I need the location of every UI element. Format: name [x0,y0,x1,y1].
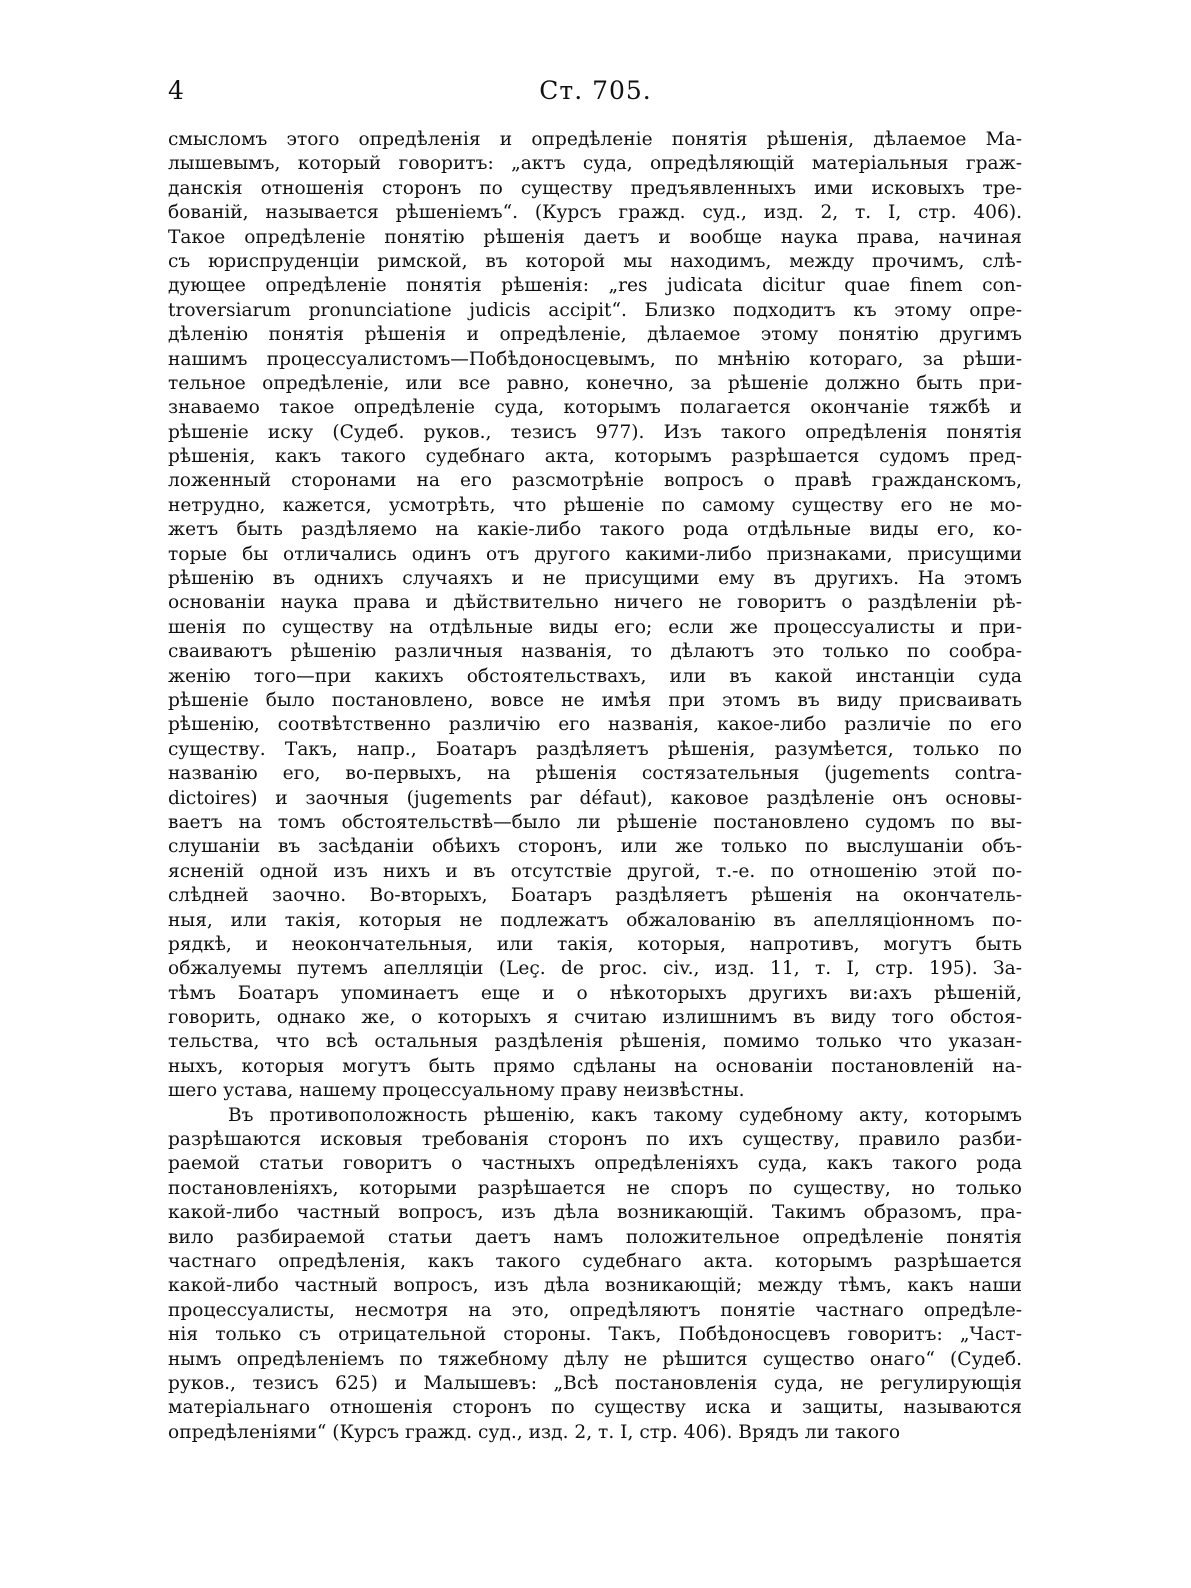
text-line: опредѣленіями“ (Курсъ гражд. суд., изд. 2, т. I, стр. 406). Врядъ ли такого [168,1421,901,1443]
text-line: постановленіяхъ, которыми разрѣшается не споръ по существу, но только [168,1177,1022,1199]
text-line: ваетъ на томъ обстоятельствѣ—было ли рѣшеніе постановлено судомъ по вы- [168,811,1022,833]
text-line: лышевымъ, который говоритъ: „актъ суда, опредѣляющій матеріальныя граж- [168,153,1022,175]
text-line: dictoires) и заочныя (jugements par défaut), каковое раздѣленіе онъ основы- [168,787,1022,809]
text-line: раемой статьи говоритъ о частныхъ опредѣленіяхъ суда, какъ такого рода [168,1153,1022,1175]
text-line: смысломъ этого опредѣленія и опредѣленіе понятія рѣшенія, дѣлаемое Ма- [168,129,1022,150]
text-line: рядкѣ, и неокончательныя, или такія, которыя, напротивъ, могутъ быть [168,933,1022,955]
body-text [168,128,1022,1445]
text-line: дѣленію понятія рѣшенія и опредѣленіе, дѣлаемое этому понятію другимъ [168,324,1022,346]
text-line: ныхъ, которыя могутъ быть прямо сдѣланы на основаніи постановленій на- [168,1055,1022,1077]
text-line: шего устава, нашему процессуальному праву неизвѣстны. [168,1080,745,1102]
text-line: тѣмъ Боатаръ упоминаетъ еще и о нѣкоторыхъ другихъ ви:ахъ рѣшеній, [168,982,1022,1004]
text-line: бованій, называется рѣшеніемъ“. (Курсъ гражд. суд., изд. 2, т. I, стр. 406). [168,202,1022,224]
text-line: рѣшенію въ однихъ случаяхъ и не присущими ему въ другихъ. На этомъ [168,568,1022,590]
text-line: дующее опредѣленіе понятія рѣшенія: „res judicata dicitur quae finem con- [168,275,1022,297]
text-line: руков., тезисъ 625) и Малышевъ: „Всѣ постановленія суда, не регулирующія [168,1372,1022,1394]
text-line: ложенный сторонами на его разсмотрѣніе вопросъ о правѣ гражданскомъ, [168,470,1022,492]
text-line: данскія отношенія сторонъ по существу предъявленныхъ ими исковыхъ тре- [168,177,1022,199]
text-line: тельное опредѣленіе, или все равно, конечно, за рѣшеніе должно быть при- [168,372,1022,394]
text-line: тельства, что всѣ остальныя раздѣленія рѣшенія, помимо только что указан- [168,1031,1022,1053]
text-line: знаваемо такое опредѣленіе суда, которымъ полагается окончаніе тяжбѣ и [168,397,1022,419]
text-line: основаніи наука права и дѣйствительно ничего не говоритъ о раздѣленіи рѣ- [168,592,1022,614]
text-line: нашимъ процессуалистомъ—Побѣдоносцевымъ, по мнѣнію котораго, за рѣши- [168,348,1022,370]
text-line: слушаніи въ засѣданіи обѣихъ сторонъ, или же только по выслушаніи объ- [168,836,1022,858]
paragraph [168,128,1022,1104]
text-line: жетъ быть раздѣляемо на какіе-либо такого рода отдѣльные виды его, ко- [168,519,1022,541]
text-line: ныя, или такія, которыя не подлежатъ обжалованію въ апелляціонномъ по- [168,909,1022,931]
text-line: шенія по существу на отдѣльные виды его; если же процессуалисты и при- [168,616,1022,638]
text-line: рѣшенію, соотвѣтственно различію его названія, какое-либо различіе по его [168,714,1022,736]
text-line: частнаго опредѣленія, какъ такого судебнаго акта. которымъ разрѣшается [168,1250,1022,1272]
text-line: troversiarum pronunciatione judicis accipit“. Близко подходитъ къ этому опре- [168,299,1022,321]
text-line: говорить, однако же, о которыхъ я считаю излишнимъ въ виду того обстоя- [168,1007,1022,1029]
text-line: матеріальнаго отношенія сторонъ по существу иска и защиты, называются [168,1397,1022,1419]
text-line: разрѣшаются исковыя требованія сторонъ по ихъ существу, правило разби- [168,1129,1022,1151]
text-line: существу. Такъ, напр., Боатаръ раздѣляетъ рѣшенія, разумѣется, только по [168,738,1022,760]
paragraph [168,1104,1022,1445]
text-line: вило разбираемой статьи даетъ намъ положительное опредѣленіе понятія [168,1226,1022,1248]
text-line: слѣдней заочно. Во-вторыхъ, Боатаръ раздѣляетъ рѣшенія на окончатель- [168,885,1022,907]
text-line: съ юриспруденціи римской, въ которой мы находимъ, между прочимъ, слѣ- [168,250,1022,272]
text-line: нія только съ отрицательной стороны. Такъ, Побѣдоносцевъ говоритъ: „Част- [168,1324,1022,1346]
text-line: рѣшеніе было постановлено, вовсе не имѣя при этомъ въ виду присваивать [168,689,1022,711]
text-line: нетрудно, кажется, усмотрѣть, что рѣшеніе по самому существу его не мо- [168,494,1022,516]
text-line: сваиваютъ рѣшенію различныя названія, то дѣлаютъ это только по сообра- [168,641,1022,663]
text-line: женію того—при какихъ обстоятельствахъ, или въ какой инстанціи суда [168,665,1022,687]
text-line: процессуалисты, несмотря на это, опредѣляютъ понятіе частнаго опредѣле- [168,1299,1022,1321]
text-line: рѣшеніе иску (Судеб. руков., тезисъ 977). Изъ такого опредѣленія понятія [168,421,1022,443]
text-line: торые бы отличались одинъ отъ другого какими-либо признаками, присущими [168,543,1022,565]
page-title: Ст. 705. [539,76,652,105]
text-line: какой-либо частный вопросъ, изъ дѣла возникающій. Такимъ образомъ, пра- [168,1202,1022,1224]
text-line: рѣшенія, какъ такого судебнаго акта, которымъ разрѣшается судомъ пред- [168,446,1022,468]
page-number: 4 [168,76,184,105]
text-line: обжалуемы путемъ апелляціи (Leç. de proc. civ., изд. 11, т. I, стр. 195). За- [168,958,1022,980]
text-line: нымъ опредѣленіемъ по тяжебному дѣлу не рѣшится существо онаго“ (Судеб. [168,1348,1022,1370]
text-line: Такое опредѣленіе понятію рѣшенія даетъ и вообще наука права, начиная [168,226,1022,248]
text-line: какой-либо частный вопросъ, изъ дѣла возникающій; между тѣмъ, какъ наши [168,1275,1022,1297]
text-line: названію его, во-первыхъ, на рѣшенія состязательныя (jugements contra- [168,763,1022,785]
text-line: Въ противоположность рѣшенію, какъ такому судебному акту, которымъ [228,1104,1022,1126]
text-line: ясненій одной изъ нихъ и въ отсутствіе другой, т.-е. по отношенію этой по- [168,860,1022,882]
